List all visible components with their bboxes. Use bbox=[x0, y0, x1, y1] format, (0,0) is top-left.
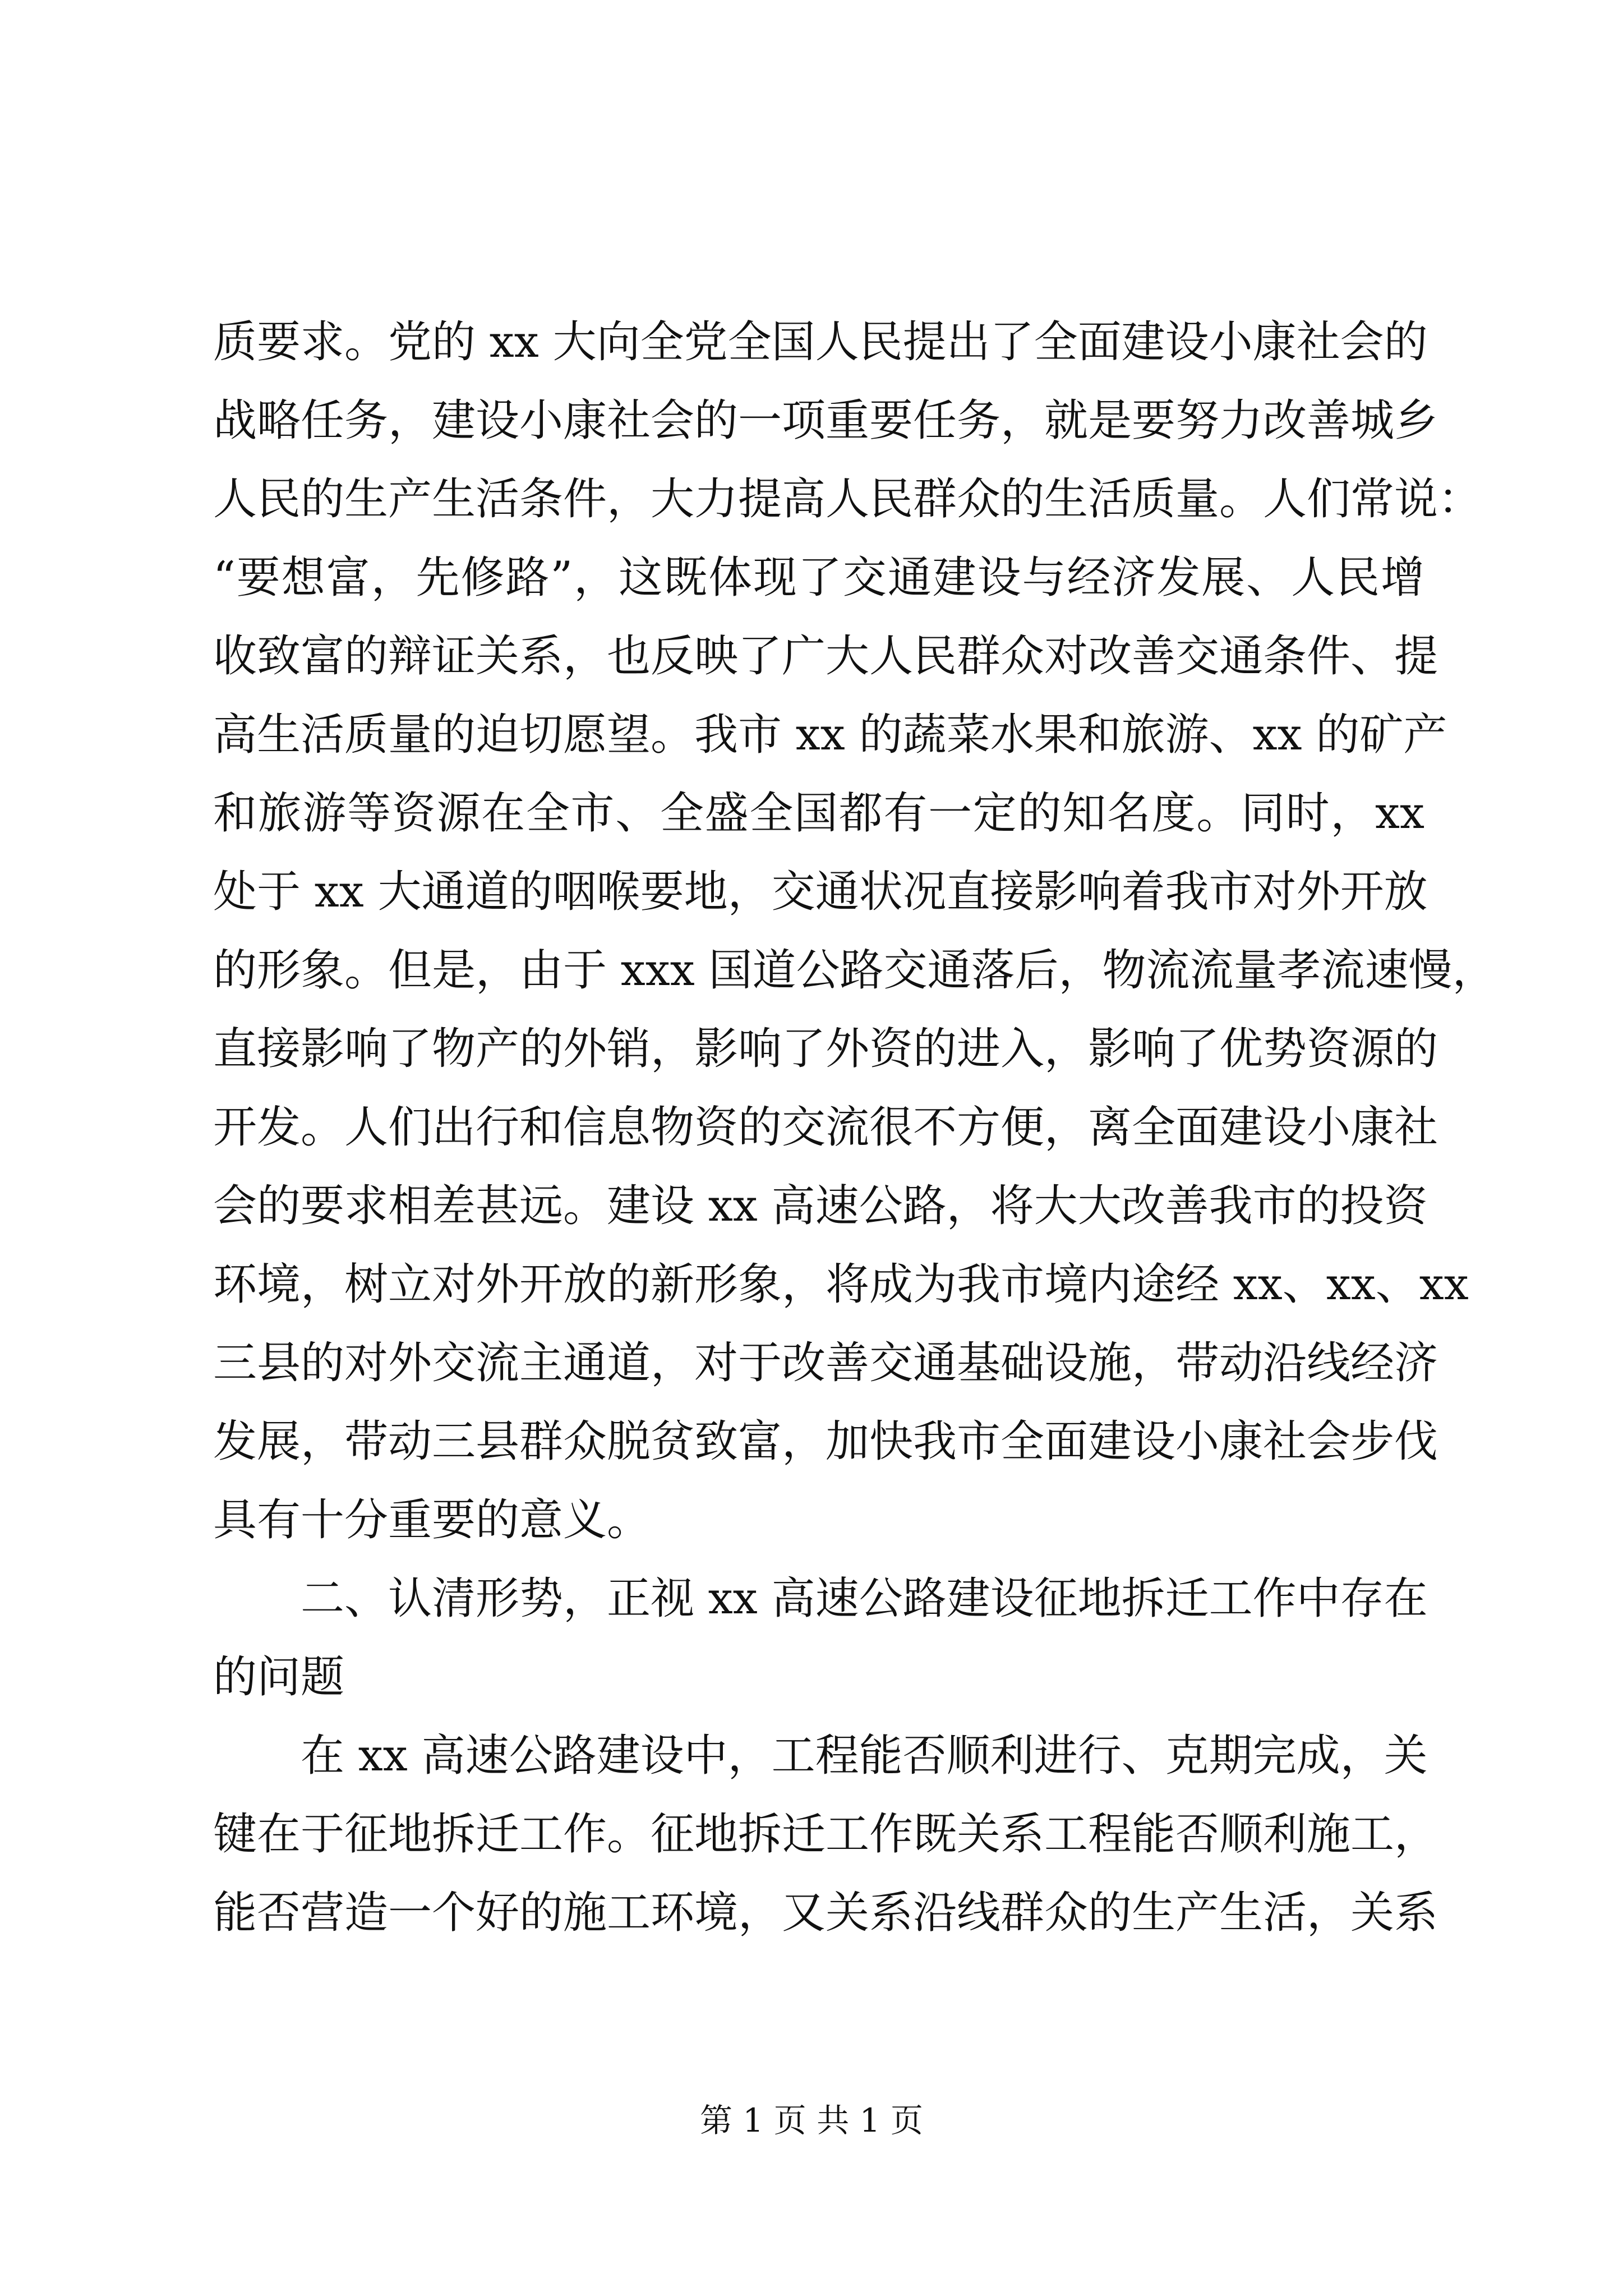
text-line: 具有十分重要的意义。 bbox=[213, 1495, 651, 1545]
text-line: 键在于征地拆迁工作。征地拆迁工作既关系工程能否顺利施工， bbox=[213, 1809, 1438, 1860]
text-line: 收致富的辩证关系，也反映了广大人民群众对改善交通条件、提 bbox=[213, 631, 1438, 682]
text-line: 战略任务，建设小康社会的一项重要任务，就是要努力改善城乡 bbox=[213, 395, 1438, 446]
text-line: “要想富，先修路”，这既体现了交通建设与经济发展、人民增 bbox=[213, 553, 1424, 603]
text-line: 的形象。但是，由于 xxx 国道公路交通落后，物流流量孝流速慢， bbox=[213, 945, 1496, 996]
section-heading-line: 二、认清形势，正视 xx 高速公路建设征地拆迁工作中存在 bbox=[213, 1573, 1428, 1624]
page-number: 第 1 页 共 1 页 bbox=[700, 2101, 923, 2139]
body-text bbox=[213, 303, 1496, 1952]
text-line: 发展，带动三县群众脱贫致富，加快我市全面建设小康社会步伐 bbox=[213, 1416, 1438, 1467]
text-line: 三县的对外交流主通道，对于改善交通基础设施，带动沿线经济 bbox=[213, 1338, 1438, 1388]
text-line: 质要求。党的 xx 大向全党全国人民提出了全面建设小康社会的 bbox=[213, 317, 1428, 367]
text-line: 人民的生产生活条件，大力提高人民群众的生活质量。人们常说： bbox=[213, 474, 1482, 524]
text-line: 能否营造一个好的施工环境，又关系沿线群众的生产生活，关系 bbox=[213, 1888, 1438, 1938]
text-line: 直接影响了物产的外销，影响了外资的进入，影响了优势资源的 bbox=[213, 1024, 1438, 1074]
text-line: 会的要求相差甚远。建设 xx 高速公路，将大大改善我市的投资 bbox=[213, 1181, 1428, 1231]
text-line: 环境，树立对外开放的新形象，将成为我市境内途经 xx、xx、xx bbox=[213, 1259, 1469, 1310]
text-line: 开发。人们出行和信息物资的交流很不方便，离全面建设小康社 bbox=[213, 1102, 1438, 1153]
text-line: 在 xx 高速公路建设中，工程能否顺利进行、克期完成，关 bbox=[213, 1731, 1428, 1781]
section-heading-line: 的问题 bbox=[213, 1652, 345, 1703]
text-line: 处于 xx 大通道的咽喉要地，交通状况直接影响着我市对外开放 bbox=[213, 867, 1428, 917]
text-line: 高生活质量的迫切愿望。我市 xx 的蔬菜水果和旅游、xx 的矿产 bbox=[213, 710, 1447, 760]
text-line: 和旅游等资源在全市、全盛全国都有一定的知名度。同时，xx bbox=[213, 788, 1424, 839]
